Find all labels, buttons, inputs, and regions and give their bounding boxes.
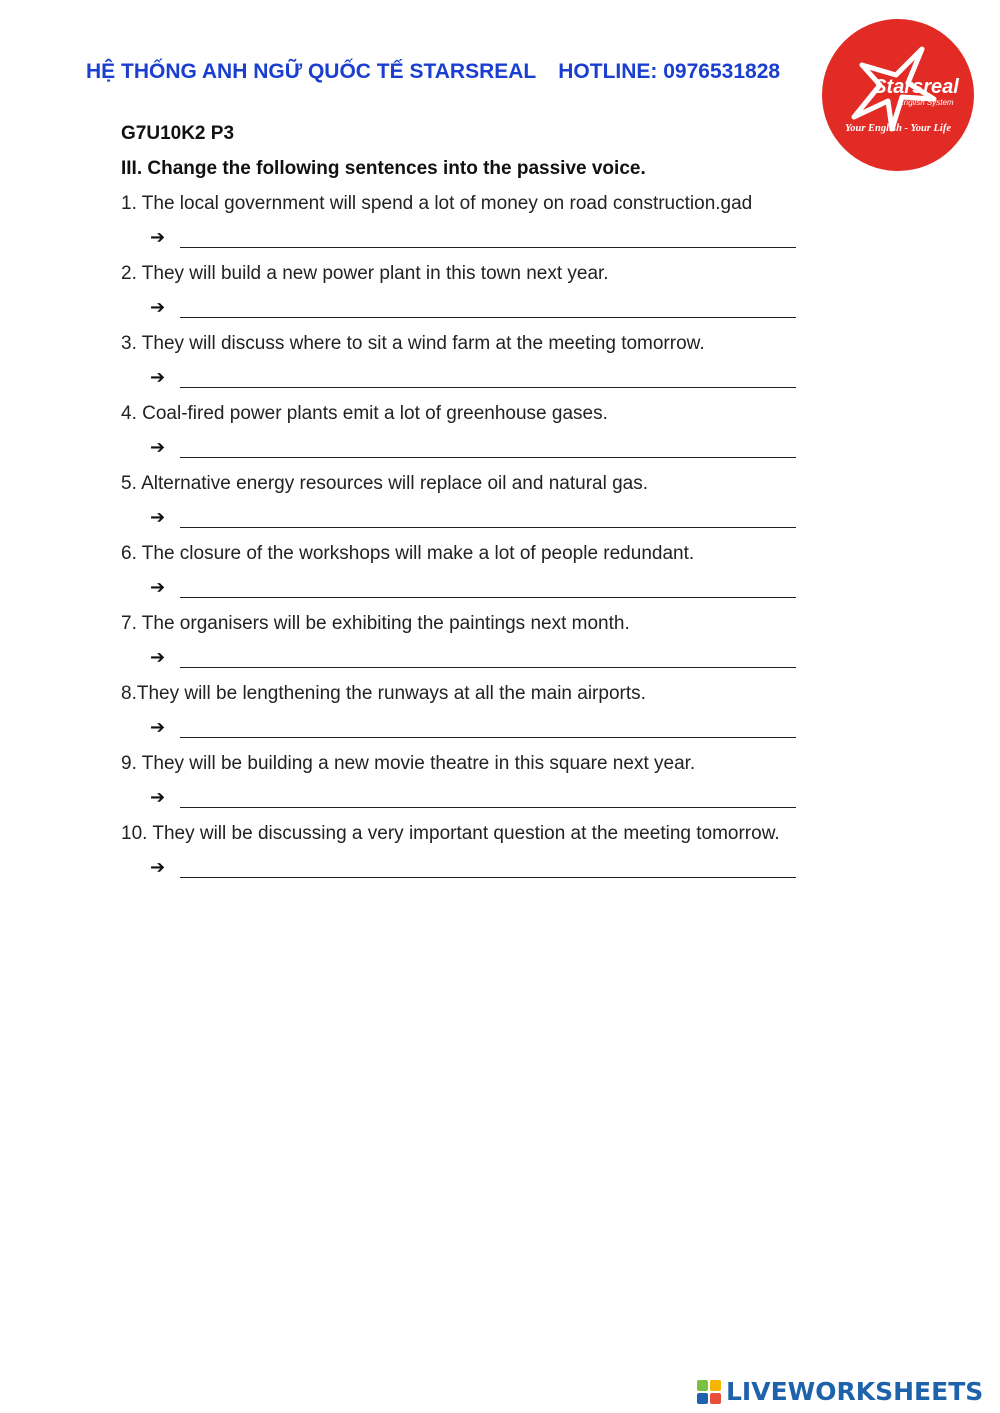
answer-row [150,297,800,319]
question-item [121,403,841,473]
liveworksheets-logo-icon [696,1379,722,1405]
answer-row [150,227,800,249]
answer-blank[interactable] [180,597,796,598]
hotline-text: HOTLINE: 0976531828 [558,60,781,83]
starsreal-logo [822,19,974,171]
instruction-heading: III. Change the following sentences into the passive voice. [121,158,646,179]
arrow-icon: ➔ [150,297,166,317]
question-text: 3. They will discuss where to sit a wind farm at the meeting tomorrow. [121,333,705,354]
question-item [121,263,841,333]
arrow-icon: ➔ [150,787,166,807]
answer-row [150,577,800,599]
question-item [121,333,841,403]
answer-blank[interactable] [180,807,796,808]
answer-row [150,367,800,389]
page-header [86,60,780,84]
answer-row [150,647,800,669]
question-item [121,193,841,263]
answer-blank[interactable] [180,387,796,388]
answer-blank[interactable] [180,247,796,248]
question-item [121,473,841,543]
answer-blank[interactable] [180,737,796,738]
question-item [121,683,841,753]
arrow-icon: ➔ [150,437,166,457]
answer-row [150,857,800,879]
liveworksheets-watermark [696,1377,983,1406]
question-text: 10. They will be discussing a very important question at the meeting tomorrow. [121,823,780,844]
answer-blank[interactable] [180,527,796,528]
question-item [121,543,841,613]
logo-name: Starsreal [873,76,959,98]
question-text: 4. Coal-fired power plants emit a lot of greenhouse gases. [121,403,608,424]
answer-row [150,437,800,459]
question-text: 9. They will be building a new movie theatre in this square next year. [121,753,696,774]
arrow-icon: ➔ [150,717,166,737]
question-text: 7. The organisers will be exhibiting the paintings next month. [121,613,630,634]
answer-row [150,787,800,809]
question-text: 6. The closure of the workshops will make a lot of people redundant. [121,543,695,564]
arrow-icon: ➔ [150,647,166,667]
worksheet-code: G7U10K2 P3 [121,123,235,144]
logo-slogan: Your English - Your Life [845,123,951,134]
answer-blank[interactable] [180,317,796,318]
question-item [121,613,841,683]
question-item [121,753,841,823]
arrow-icon: ➔ [150,577,166,597]
logo-subtitle: English System [898,98,954,107]
watermark-text: LIVEWORKSHEETS [726,1377,984,1406]
arrow-icon: ➔ [150,367,166,387]
arrow-icon: ➔ [150,227,166,247]
question-text: 8.They will be lengthening the runways at all the main airports. [121,683,646,704]
question-text: 1. The local government will spend a lot of money on road construction.gad [121,193,753,214]
answer-row [150,717,800,739]
answer-blank[interactable] [180,877,796,878]
school-name: HỆ THỐNG ANH NGỮ QUỐC TẾ STARSREAL [86,60,537,83]
question-list [121,193,841,893]
answer-row [150,507,800,529]
question-text: 5. Alternative energy resources will replace oil and natural gas. [121,473,649,494]
question-text: 2. They will build a new power plant in this town next year. [121,263,609,284]
arrow-icon: ➔ [150,857,166,877]
question-item [121,823,841,893]
arrow-icon: ➔ [150,507,166,527]
answer-blank[interactable] [180,667,796,668]
answer-blank[interactable] [180,457,796,458]
